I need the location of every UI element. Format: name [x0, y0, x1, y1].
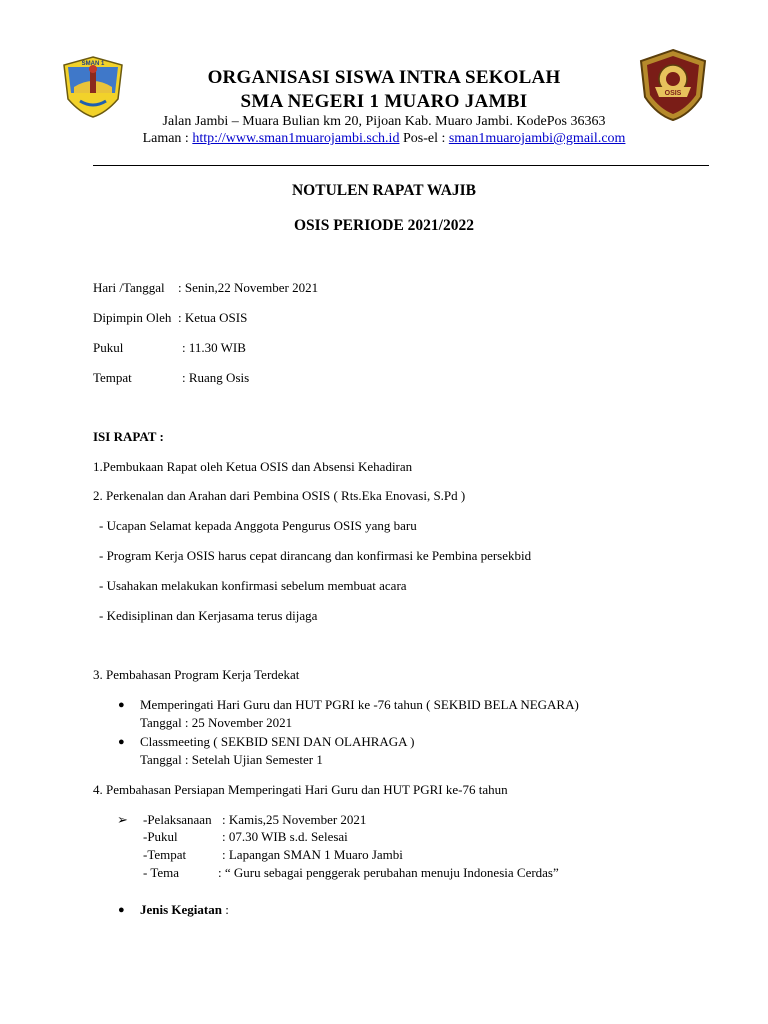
agenda-item-1: 1.Pembukaan Rapat oleh Ketua OSIS dan Absensi Kehadiran: [93, 459, 413, 474]
lead-value: : Ketua OSIS: [178, 310, 248, 325]
activities-line: [140, 902, 229, 918]
bullet-icon: ●: [118, 699, 125, 711]
time-label: Pukul: [93, 340, 124, 355]
contact-line: [0, 131, 768, 147]
detail-label: -Pelaksanaan: [143, 812, 212, 827]
osis-logo-text: OSIS: [664, 90, 682, 97]
agenda-item-3: 3. Pembahasan Program Kerja Terdekat: [93, 667, 300, 682]
place-value: : Ruang Osis: [182, 370, 250, 385]
agenda-item-4: 4. Pembahasan Persiapan Memperingati Hari Guru dan HUT PGRI ke-76 tahun: [93, 782, 508, 797]
date-value: : Senin,22 November 2021: [178, 280, 319, 295]
school-name: SMA NEGERI 1 MUARO JAMBI: [240, 91, 528, 112]
agenda-item-2-point: - Ucapan Selamat kepada Anggota Pengurus OSIS yang baru: [99, 518, 417, 533]
agenda-item-2-point: - Usahakan melakukan konfirmasi sebelum membuat acara: [99, 578, 407, 593]
email-label: Pos-el :: [399, 131, 449, 146]
bullet-icon: ●: [118, 736, 125, 748]
website-label: Laman :: [142, 131, 193, 146]
school-address: Jalan Jambi – Muara Bulian km 20, Pijoan Kab. Muaro Jambi. KodePos 36363: [162, 114, 606, 129]
program-item: Memperingati Hari Guru dan HUT PGRI ke -76 tahun ( SEKBID BELA NEGARA): [140, 697, 579, 712]
content-heading: ISI RAPAT :: [93, 429, 164, 444]
document-subtitle: OSIS PERIODE 2021/2022: [293, 217, 474, 234]
school-logo-text: SMAN 1: [81, 61, 105, 67]
detail-label: - Tema: [143, 865, 180, 880]
detail-label: -Tempat: [143, 847, 187, 862]
activities-label: Jenis Kegiatan: [140, 902, 222, 917]
agenda-item-2-point: - Program Kerja OSIS harus cepat dirancang dan konfirmasi ke Pembina persekbid: [99, 548, 532, 563]
program-item-date: Tanggal : 25 November 2021: [140, 715, 293, 730]
detail-value: : Lapangan SMAN 1 Muaro Jambi: [222, 847, 403, 862]
date-label: Hari /Tanggal: [93, 280, 165, 295]
detail-value: : “ Guru sebagai penggerak perubahan menuju Indonesia Cerdas”: [218, 865, 559, 880]
time-value: : 11.30 WIB: [182, 340, 246, 355]
header-divider: [93, 165, 709, 166]
place-label: Tempat: [93, 370, 132, 385]
detail-value: : 07.30 WIB s.d. Selesai: [222, 829, 348, 844]
agenda-item-2: 2. Perkenalan dan Arahan dari Pembina OSIS ( Rts.Eka Enovasi, S.Pd ): [93, 488, 466, 503]
lead-label: Dipimpin Oleh: [93, 310, 172, 325]
organization-name: ORGANISASI SISWA INTRA SEKOLAH: [207, 67, 561, 88]
detail-label: -Pukul: [143, 829, 178, 844]
activities-colon: :: [221, 902, 229, 917]
bullet-icon: ●: [118, 904, 125, 916]
arrow-bullet-icon: ➢: [117, 812, 128, 827]
email-link[interactable]: sman1muarojambi@gmail.com: [448, 131, 626, 146]
detail-value: : Kamis,25 November 2021: [222, 812, 367, 827]
agenda-item-2-point: - Kedisiplinan dan Kerjasama terus dijaga: [99, 608, 318, 623]
program-item: Classmeeting ( SEKBID SENI DAN OLAHRAGA ): [140, 734, 415, 749]
program-item-date: Tanggal : Setelah Ujian Semester 1: [140, 752, 323, 767]
document-title: NOTULEN RAPAT WAJIB: [291, 182, 477, 199]
website-link[interactable]: http://www.sman1muarojambi.sch.id: [192, 131, 400, 146]
